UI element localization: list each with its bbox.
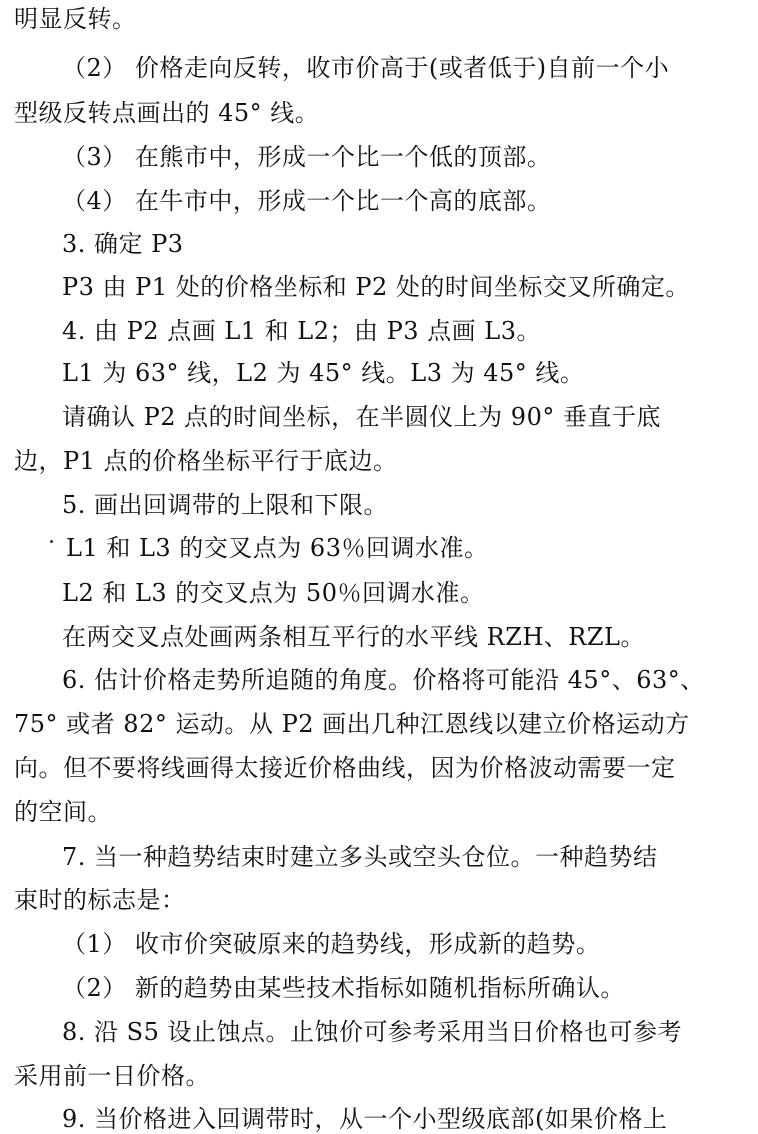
- text-line: L2 和 L3 的交叉点为 50％回调水准。: [62, 579, 485, 607]
- text-line: 8. 沿 S5 设止蚀点。止蚀价可参考采用当日价格也可参考: [62, 1018, 682, 1046]
- text-line: （4） 在牛市中，形成一个比一个高的底部。: [62, 187, 552, 215]
- text-line: （3） 在熊市中，形成一个比一个低的顶部。: [62, 143, 552, 171]
- stray-mark: [50, 540, 53, 543]
- text-line: 的空间。: [14, 798, 112, 826]
- text-line: 型级反转点画出的 45° 线。: [14, 99, 320, 127]
- text-line: 采用前一日价格。: [14, 1062, 210, 1090]
- text-line: 6. 估计价格走势所追随的角度。价格将可能沿 45°、63°、: [62, 666, 705, 694]
- text-line: 向。但不要将线画得太接近价格曲线，因为价格波动需要一定: [14, 754, 676, 782]
- text-line: 明显反转。: [14, 5, 137, 33]
- text-line: 75° 或者 82° 运动。从 P2 画出几种江恩线以建立价格运动方: [14, 710, 690, 738]
- text-line: 5. 画出回调带的上限和下限。: [62, 491, 389, 519]
- text-line: （2） 新的趋势由某些技术指标如随机指标所确认。: [62, 974, 625, 1002]
- text-line: L1 和 L3 的交叉点为 63％回调水准。: [66, 534, 489, 562]
- text-line: 在两交叉点处画两条相互平行的水平线 RZH、RZL。: [62, 623, 645, 651]
- text-line: 边，P1 点的价格坐标平行于底边。: [14, 447, 398, 475]
- text-line: 7. 当一种趋势结束时建立多头或空头仓位。一种趋势结: [62, 843, 658, 871]
- text-line: 3. 确定 P3: [62, 230, 184, 258]
- text-line: 束时的标志是：: [14, 886, 186, 914]
- text-line: （2） 价格走向反转，收市价高于(或者低于)自前一个小: [62, 54, 670, 82]
- text-line: L1 为 63° 线，L2 为 45° 线。L3 为 45° 线。: [62, 359, 585, 387]
- text-line: （1） 收市价突破原来的趋势线，形成新的趋势。: [62, 930, 601, 958]
- text-line: 9. 当价格进入回调带时，从一个小型级底部(如果价格上: [62, 1105, 668, 1133]
- text-line: P3 由 P1 处的价格坐标和 P2 处的时间坐标交叉所确定。: [62, 273, 690, 301]
- text-line: 请确认 P2 点的时间坐标，在半圆仪上为 90° 垂直于底: [62, 403, 661, 431]
- text-line: 4. 由 P2 点画 L1 和 L2；由 P3 点画 L3。: [62, 317, 542, 345]
